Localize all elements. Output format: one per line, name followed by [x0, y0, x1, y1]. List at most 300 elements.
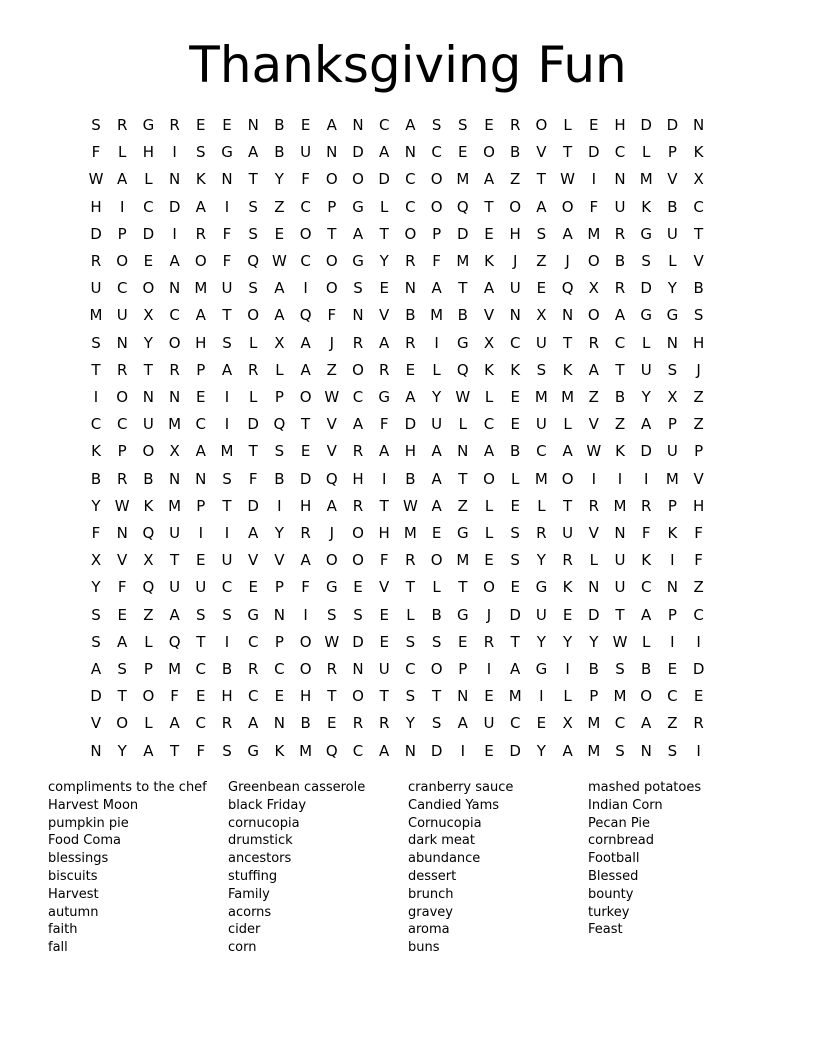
grid-letter: F [694, 524, 703, 542]
word-list-item: cornbread [588, 833, 654, 849]
grid-letter: R [614, 224, 626, 243]
word-list-item: Football [588, 851, 640, 867]
grid-letter: C [536, 442, 547, 461]
grid-letter: X [693, 170, 704, 189]
grid-letter: L [484, 496, 494, 515]
grid-letter: Z [693, 415, 704, 434]
grid-letter: O [483, 143, 495, 162]
grid-letter: L [249, 333, 258, 352]
page-title: Thanksgiving Fun [189, 36, 627, 94]
grid-letter: V [379, 306, 390, 325]
grid-letter: E [458, 632, 468, 651]
grid-letter: C [247, 632, 259, 651]
grid-letter: T [694, 224, 704, 243]
grid-letter: C [509, 333, 521, 352]
grid-letter: A [431, 469, 442, 488]
grid-letter: I [617, 469, 623, 488]
grid-letter: R [405, 551, 416, 570]
grid-letter: O [352, 170, 364, 189]
grid-letter: Z [693, 388, 704, 406]
grid-letter: L [380, 197, 389, 216]
grid-letter: K [562, 360, 573, 379]
grid-letter: J [486, 605, 492, 624]
grid-letter: D [692, 660, 705, 678]
grid-letter: G [142, 116, 155, 134]
grid-letter: T [432, 687, 442, 706]
grid-letter: Z [614, 415, 626, 434]
grid-letter: N [90, 741, 102, 760]
grid-letter: T [379, 496, 389, 515]
grid-letter: Z [667, 714, 678, 733]
grid-letter: E [431, 524, 442, 542]
grid-letter: L [484, 524, 494, 542]
grid-letter: R [247, 360, 259, 379]
grid-letter: R [483, 632, 495, 651]
grid-letter: N [273, 605, 285, 624]
grid-letter: N [509, 306, 521, 325]
grid-letter: A [300, 360, 311, 379]
grid-letter: U [431, 415, 443, 434]
grid-letter: B [641, 660, 652, 678]
grid-letter: C [247, 687, 259, 706]
grid-letter: A [195, 197, 206, 216]
grid-letter: H [142, 143, 155, 162]
grid-letter: U [509, 279, 521, 298]
grid-letter: D [640, 116, 652, 134]
grid-letter: E [143, 252, 154, 270]
grid-letter: Z [326, 360, 337, 379]
grid-letter: U [614, 197, 626, 216]
grid-letter: L [511, 469, 520, 488]
grid-letter: S [405, 687, 416, 706]
grid-letter: A [431, 279, 442, 298]
grid-letter: M [508, 687, 522, 706]
grid-letter: N [168, 388, 181, 406]
grid-letter: T [536, 170, 546, 189]
grid-letter: S [431, 632, 442, 651]
grid-letter: M [456, 551, 470, 570]
grid-letter: M [456, 170, 470, 189]
grid-letter: T [615, 605, 625, 624]
grid-letter: I [591, 170, 597, 189]
grid-letter: I [119, 197, 125, 216]
grid-letter: E [484, 687, 494, 706]
word-list-item: dessert [408, 869, 457, 884]
grid-letter: C [378, 116, 390, 134]
grid-letter: P [274, 632, 284, 651]
grid-letter: N [614, 524, 626, 542]
grid-letter: O [561, 469, 574, 488]
grid-letter: O [483, 469, 495, 488]
grid-letter: O [142, 687, 155, 706]
grid-letter: L [537, 496, 546, 515]
grid-letter: A [483, 279, 495, 298]
grid-letter: N [457, 687, 469, 706]
grid-letter: S [405, 632, 416, 651]
grid-letter: L [563, 415, 572, 434]
grid-letter: B [431, 605, 442, 624]
grid-letter: G [352, 252, 364, 270]
grid-letter: Y [117, 741, 127, 760]
grid-letter: Z [588, 388, 599, 406]
grid-letter: V [693, 469, 704, 488]
grid-letter: G [456, 605, 469, 624]
grid-letter: A [117, 170, 128, 189]
grid-letter: O [325, 551, 338, 570]
grid-letter: E [196, 388, 206, 406]
grid-letter: A [90, 660, 102, 678]
grid-letter: O [116, 714, 129, 733]
grid-letter: O [430, 660, 443, 678]
grid-letter: Y [432, 388, 442, 406]
grid-letter: V [117, 551, 128, 570]
grid-letter: E [353, 578, 363, 597]
grid-letter: H [352, 469, 364, 488]
word-list-item: brunch [408, 886, 454, 902]
grid-letter: R [352, 496, 364, 515]
grid-letter: M [168, 660, 182, 678]
grid-letter: R [693, 714, 704, 733]
grid-letter: P [667, 415, 677, 434]
grid-letter: I [303, 279, 308, 298]
grid-letter: E [536, 279, 547, 298]
grid-letter: T [484, 197, 494, 216]
grid-letter: T [248, 170, 258, 189]
grid-letter: T [563, 333, 573, 352]
grid-letter: X [169, 442, 180, 461]
grid-letter: N [352, 116, 364, 134]
grid-letter: U [666, 442, 678, 461]
grid-letter: E [693, 687, 704, 706]
grid-letter: C [693, 605, 704, 624]
grid-letter: K [693, 143, 704, 162]
grid-letter: W [586, 442, 602, 461]
grid-letter: N [273, 714, 285, 733]
grid-letter: E [196, 116, 206, 134]
grid-letter: S [222, 333, 232, 352]
grid-letter: U [614, 551, 626, 570]
grid-letter: N [666, 333, 678, 352]
grid-letter: S [667, 360, 678, 379]
grid-letter: H [509, 224, 521, 243]
grid-letter: S [91, 632, 101, 651]
grid-letter: S [274, 442, 285, 461]
grid-letter: J [512, 252, 518, 270]
grid-letter: N [168, 279, 181, 298]
grid-letter: I [224, 388, 230, 406]
grid-letter: L [458, 415, 467, 434]
grid-letter: L [118, 143, 127, 162]
grid-letter: M [194, 279, 208, 298]
grid-letter: P [196, 496, 206, 515]
grid-letter: R [195, 224, 207, 243]
grid-letter: O [325, 279, 338, 298]
grid-letter: N [404, 741, 416, 760]
grid-letter: D [352, 632, 364, 651]
grid-letter: P [667, 605, 677, 624]
grid-letter: P [432, 224, 442, 243]
grid-letter: M [587, 224, 601, 243]
grid-letter: E [458, 143, 468, 162]
grid-letter: M [665, 469, 679, 488]
grid-letter: Q [299, 306, 312, 325]
grid-letter: T [379, 224, 389, 243]
grid-letter: N [561, 306, 574, 325]
grid-letter: S [248, 224, 258, 243]
grid-letter: B [274, 469, 285, 488]
grid-letter: P [196, 360, 206, 379]
grid-letter: E [274, 224, 285, 243]
grid-letter: S [222, 605, 232, 624]
grid-letter: A [483, 442, 495, 461]
grid-letter: S [667, 741, 678, 760]
word-list-item: Cornucopia [408, 815, 482, 831]
grid-letter: K [641, 551, 652, 570]
grid-letter: I [381, 469, 387, 488]
grid-letter: S [536, 224, 547, 243]
grid-letter: L [144, 170, 153, 189]
grid-letter: T [458, 578, 468, 597]
grid-letter: I [224, 415, 230, 434]
grid-letter: T [143, 360, 153, 379]
grid-letter: O [325, 252, 338, 270]
word-list-item: Feast [588, 922, 623, 938]
grid-letter: R [326, 660, 338, 678]
word-list-item: drumstick [228, 833, 293, 849]
grid-letter: Y [641, 388, 651, 406]
grid-letter: T [405, 578, 415, 597]
grid-letter: U [640, 360, 652, 379]
grid-letter: M [613, 687, 627, 706]
grid-letter: I [670, 632, 675, 651]
grid-letter: E [589, 116, 599, 134]
grid-letter: I [172, 143, 177, 162]
grid-letter: O [299, 632, 312, 651]
word-list-item: gravey [408, 904, 453, 920]
grid-letter: L [144, 632, 153, 651]
grid-letter: Q [142, 578, 155, 597]
grid-letter: L [484, 388, 494, 406]
grid-letter: L [432, 578, 441, 597]
grid-letter: C [614, 333, 626, 352]
grid-letter: O [535, 116, 548, 134]
grid-letter: E [222, 116, 232, 134]
grid-letter: C [509, 714, 521, 733]
grid-letter: S [353, 279, 363, 298]
grid-letter: X [143, 306, 154, 325]
grid-letter: D [90, 687, 102, 706]
grid-letter: C [300, 197, 311, 216]
grid-letter: P [694, 442, 704, 461]
grid-letter: D [168, 197, 181, 216]
grid-letter: N [588, 578, 600, 597]
grid-letter: M [534, 469, 548, 488]
grid-letter: U [483, 714, 495, 733]
grid-letter: A [379, 333, 390, 352]
grid-letter: T [615, 360, 625, 379]
word-list-item: Blessed [588, 869, 639, 884]
word-list-item: cornucopia [228, 815, 300, 831]
grid-letter: E [510, 496, 520, 515]
grid-letter: E [379, 279, 389, 298]
grid-letter: D [430, 741, 443, 760]
grid-letter: O [430, 170, 443, 189]
grid-letter: C [195, 714, 207, 733]
grid-letter: K [195, 170, 206, 189]
grid-letter: Z [510, 170, 521, 189]
word-list-item: buns [408, 940, 440, 956]
grid-letter: G [640, 306, 652, 325]
grid-letter: C [221, 578, 233, 597]
grid-letter: U [221, 551, 233, 570]
grid-letter: U [142, 415, 154, 434]
grid-letter: E [536, 714, 547, 733]
grid-letter: K [484, 360, 494, 379]
grid-letter: K [274, 741, 285, 760]
grid-letter: C [274, 660, 285, 678]
grid-letter: G [247, 741, 259, 760]
grid-letter: E [484, 224, 494, 243]
grid-letter: C [405, 170, 416, 189]
grid-letter: C [667, 687, 678, 706]
grid-letter: O [299, 660, 312, 678]
grid-letter: F [196, 741, 206, 760]
grid-letter: T [563, 496, 573, 515]
grid-letter: L [275, 360, 284, 379]
grid-letter: M [639, 170, 653, 189]
grid-letter: R [247, 660, 259, 678]
grid-letter: D [142, 224, 155, 243]
word-list-item: bounty [588, 886, 634, 902]
grid-letter: M [561, 388, 575, 406]
word-list-item: Harvest [48, 886, 99, 902]
grid-letter: R [509, 116, 521, 134]
grid-letter: C [300, 252, 311, 270]
grid-letter: G [325, 578, 338, 597]
grid-letter: S [327, 605, 337, 624]
grid-letter: M [587, 714, 601, 733]
grid-letter: N [352, 306, 364, 325]
grid-letter: G [535, 578, 548, 597]
grid-letter: M [613, 496, 627, 515]
grid-letter: H [195, 333, 207, 352]
grid-letter: S [248, 197, 258, 216]
grid-letter: V [326, 415, 337, 434]
grid-letter: T [170, 551, 180, 570]
grid-letter: X [274, 333, 285, 352]
grid-letter: I [277, 496, 282, 515]
grid-letter: E [300, 442, 311, 461]
grid-letter: E [300, 116, 311, 134]
grid-letter: I [486, 660, 492, 678]
grid-letter: K [143, 496, 154, 515]
grid-letter: E [196, 551, 206, 570]
grid-letter: I [172, 224, 177, 243]
grid-letter: V [274, 551, 285, 570]
grid-letter: V [379, 578, 390, 597]
grid-letter: I [643, 469, 649, 488]
grid-letter: Z [536, 252, 547, 270]
word-list-item: cranberry sauce [408, 780, 514, 795]
grid-letter: V [588, 524, 599, 542]
grid-letter: K [641, 197, 652, 216]
grid-letter: S [615, 741, 625, 760]
grid-letter: V [693, 252, 704, 270]
grid-letter: L [668, 252, 677, 270]
grid-letter: U [300, 143, 312, 162]
grid-letter: O [587, 252, 600, 270]
grid-letter: O [325, 170, 338, 189]
grid-letter: A [248, 143, 259, 162]
grid-letter: A [195, 442, 206, 461]
grid-letter: T [379, 687, 389, 706]
grid-letter: I [303, 605, 308, 624]
grid-letter: U [90, 279, 102, 298]
grid-letter: L [249, 388, 258, 406]
grid-letter: C [405, 197, 416, 216]
grid-letter: C [116, 279, 128, 298]
grid-letter: H [221, 687, 233, 706]
grid-letter: H [692, 496, 705, 515]
grid-letter: R [405, 252, 416, 270]
grid-letter: R [352, 333, 364, 352]
word-list-item: Food Coma [48, 833, 121, 849]
grid-letter: Q [325, 469, 338, 488]
grid-letter: B [457, 306, 468, 325]
grid-letter: U [169, 524, 181, 542]
grid-letter: A [379, 143, 390, 162]
grid-letter: A [536, 197, 547, 216]
grid-letter: X [143, 551, 154, 570]
grid-letter: Y [536, 632, 546, 651]
grid-letter: C [431, 143, 442, 162]
grid-letter: I [198, 524, 204, 542]
grid-letter: G [221, 143, 233, 162]
grid-letter: S [431, 116, 442, 134]
grid-letter: X [90, 551, 102, 570]
grid-letter: A [300, 333, 311, 352]
grid-letter: R [116, 360, 128, 379]
word-list-item: Family [228, 886, 270, 902]
grid-letter: Y [379, 252, 389, 270]
grid-letter: O [299, 224, 312, 243]
grid-letter: Y [667, 279, 677, 298]
grid-letter: S [536, 360, 547, 379]
grid-letter: H [404, 442, 417, 461]
grid-letter: E [484, 551, 494, 570]
grid-letter: G [456, 524, 469, 542]
grid-letter: V [588, 415, 599, 434]
grid-letter: L [563, 687, 572, 706]
grid-letter: E [196, 687, 206, 706]
grid-letter: O [509, 197, 522, 216]
word-list-item: autumn [48, 904, 99, 920]
grid-letter: B [693, 279, 704, 298]
grid-letter: E [327, 714, 337, 733]
grid-letter: P [143, 660, 153, 678]
grid-letter: F [91, 143, 101, 162]
word-list-item: Greenbean casserole [228, 780, 366, 795]
grid-letter: O [483, 578, 495, 597]
grid-letter: A [431, 442, 442, 461]
grid-letter: E [248, 578, 258, 597]
grid-letter: C [483, 415, 495, 434]
word-list-item: mashed potatoes [588, 780, 702, 795]
grid-letter: Q [273, 415, 286, 434]
grid-letter: D [247, 415, 259, 434]
grid-letter: B [300, 714, 311, 733]
grid-letter: N [692, 116, 705, 134]
